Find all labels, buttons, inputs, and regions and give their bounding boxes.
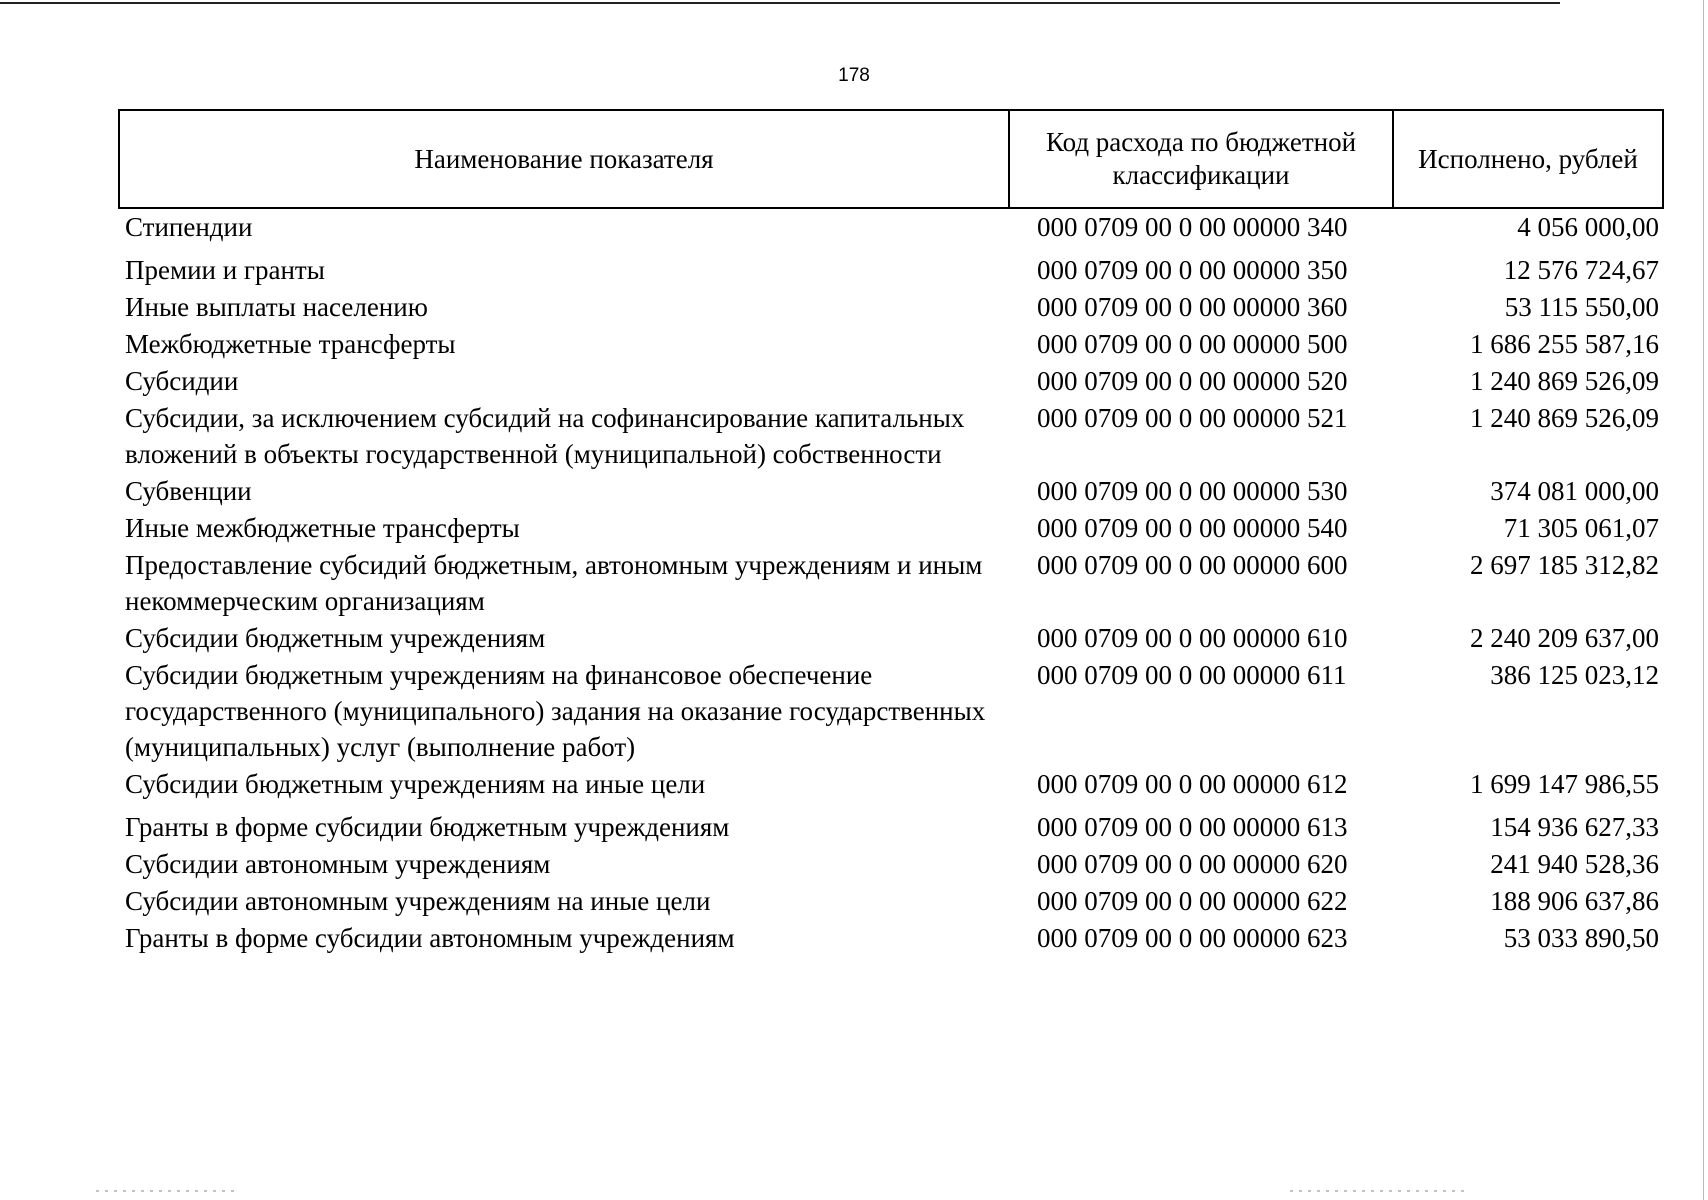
- row-amount-cell: 1 699 147 986,55: [1470, 769, 1659, 799]
- row-code-cell: 000 0709 00 0 00 00000 521: [1037, 403, 1348, 433]
- row-name-cell: Субсидии бюджетным учреждениям на финансовое обеспечение государственного (муниципального) задания на оказание государственных (муниципальных) услуг (выполнение работ): [125, 660, 986, 762]
- row-name-cell: Субсидии: [125, 366, 239, 396]
- row-code-cell: 000 0709 00 0 00 00000 530: [1037, 476, 1348, 506]
- row-name-cell: Межбюджетные трансферты: [125, 329, 456, 359]
- row-code-cell: 000 0709 00 0 00 00000 611: [1037, 660, 1347, 690]
- table-header-row: [119, 110, 1663, 208]
- row-amount-cell: 4 056 000,00: [1517, 212, 1659, 242]
- row-code-cell: 000 0709 00 0 00 00000 612: [1037, 769, 1348, 799]
- row-amount-cell: 1 240 869 526,09: [1470, 403, 1659, 433]
- row-name-cell: Гранты в форме субсидии бюджетным учреждениям: [125, 812, 730, 842]
- table-row: [119, 657, 1663, 766]
- row-name-cell: Субсидии, за исключением субсидий на софинансирование капитальных вложений в объекты государственной (муниципальной) собственности: [125, 403, 965, 469]
- header-amount: Исполнено, рублей: [1393, 110, 1663, 208]
- row-code-cell: 000 0709 00 0 00 00000 613: [1037, 812, 1348, 842]
- row-amount-cell: 1 686 255 587,16: [1470, 329, 1659, 359]
- row-name-cell: Гранты в форме субсидии автономным учреждениям: [125, 923, 735, 953]
- budget-execution-table: [118, 109, 1664, 957]
- row-amount-cell: 53 033 890,50: [1503, 923, 1659, 953]
- row-name-cell: Субсидии бюджетным учреждениям на иные цели: [125, 769, 706, 799]
- row-code-cell: 000 0709 00 0 00 00000 600: [1037, 550, 1348, 580]
- row-name-cell: Иные выплаты населению: [125, 292, 428, 322]
- row-name-cell: Субвенции: [125, 476, 252, 506]
- page-number: 178: [838, 65, 870, 86]
- table-row: [119, 846, 1663, 883]
- scan-noise: [96, 1190, 236, 1192]
- row-name-cell: Иные межбюджетные трансферты: [125, 513, 520, 543]
- table-row: [119, 547, 1663, 620]
- row-amount-cell: 241 940 528,36: [1490, 849, 1659, 879]
- table-row: [119, 473, 1663, 510]
- page-edge: [1703, 0, 1704, 1200]
- header-name: Наименование показателя: [119, 110, 1009, 208]
- row-amount-cell: 2 240 209 637,00: [1470, 623, 1659, 653]
- row-amount-cell: 1 240 869 526,09: [1470, 366, 1659, 396]
- row-name-cell: Стипендии: [125, 212, 253, 242]
- top-border-line: [0, 2, 1560, 4]
- row-amount-cell: 71 305 061,07: [1503, 513, 1659, 543]
- row-code-cell: 000 0709 00 0 00 00000 340: [1037, 212, 1348, 242]
- table-row: [119, 363, 1663, 400]
- row-name-cell: Субсидии автономным учреждениям на иные цели: [125, 886, 711, 916]
- table-row: [119, 803, 1663, 846]
- table-row: [119, 289, 1663, 326]
- row-code-cell: 000 0709 00 0 00 00000 622: [1037, 886, 1348, 916]
- table-row: [119, 510, 1663, 547]
- row-code-cell: 000 0709 00 0 00 00000 540: [1037, 513, 1348, 543]
- table-row: [119, 400, 1663, 473]
- table-row: [119, 920, 1663, 957]
- row-code-cell: 000 0709 00 0 00 00000 520: [1037, 366, 1348, 396]
- row-code-cell: 000 0709 00 0 00 00000 620: [1037, 849, 1348, 879]
- row-name-cell: Премии и гранты: [125, 255, 325, 285]
- table-row: [119, 208, 1663, 246]
- row-code-cell: 000 0709 00 0 00 00000 360: [1037, 292, 1348, 322]
- header-code: Код расхода по бюджетной классификации: [1009, 110, 1393, 208]
- table-row: [119, 883, 1663, 920]
- row-amount-cell: 12 576 724,67: [1503, 255, 1659, 285]
- row-name-cell: Субсидии бюджетным учреждениям: [125, 623, 546, 653]
- table-row: [119, 766, 1663, 803]
- row-amount-cell: 154 936 627,33: [1490, 812, 1659, 842]
- row-code-cell: 000 0709 00 0 00 00000 350: [1037, 255, 1348, 285]
- row-name-cell: Субсидии автономным учреждениям: [125, 849, 551, 879]
- row-code-cell: 000 0709 00 0 00 00000 610: [1037, 623, 1348, 653]
- table-row: [119, 326, 1663, 363]
- row-name-cell: Предоставление субсидий бюджетным, автономным учреждениям и иным некоммерческим организациям: [125, 550, 983, 616]
- row-amount-cell: 2 697 185 312,82: [1470, 550, 1659, 580]
- row-code-cell: 000 0709 00 0 00 00000 623: [1037, 923, 1348, 953]
- row-amount-cell: 53 115 550,00: [1504, 292, 1659, 322]
- row-amount-cell: 374 081 000,00: [1490, 476, 1659, 506]
- table-row: [119, 246, 1663, 289]
- row-amount-cell: 386 125 023,12: [1490, 660, 1659, 690]
- row-amount-cell: 188 906 637,86: [1490, 886, 1659, 916]
- scan-noise: [1290, 1190, 1470, 1192]
- row-code-cell: 000 0709 00 0 00 00000 500: [1037, 329, 1348, 359]
- table-row: [119, 620, 1663, 657]
- table-body: [119, 208, 1663, 957]
